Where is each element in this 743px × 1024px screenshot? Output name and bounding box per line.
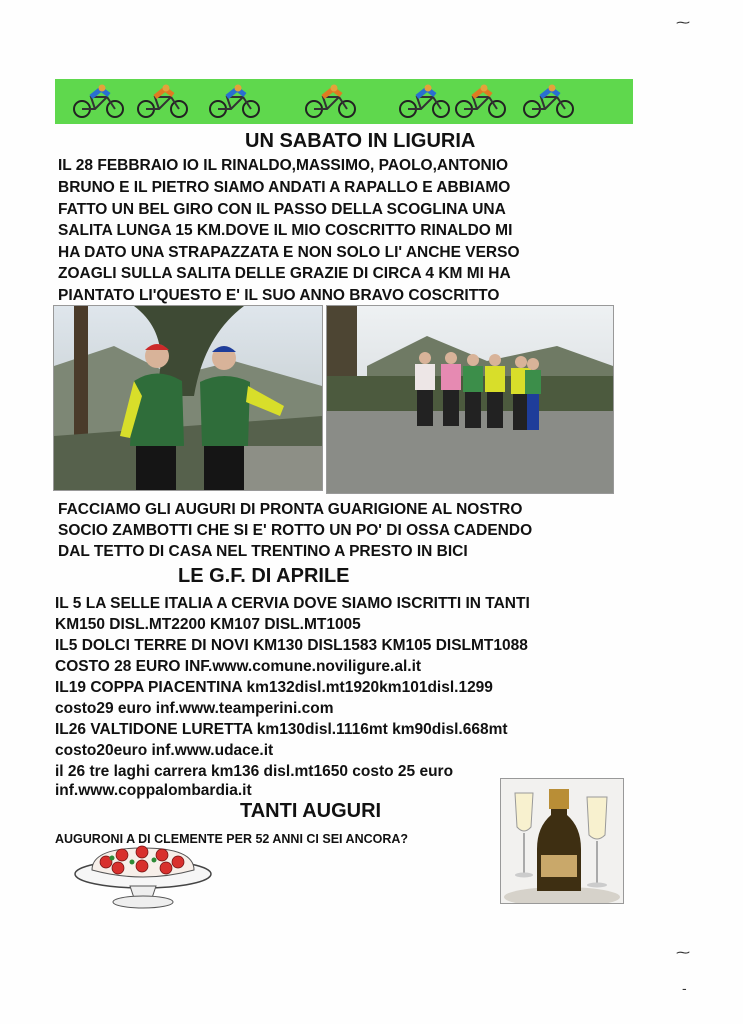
text-line: IL26 VALTIDONE LURETTA km130disl.1116mt km90disl.668mt (55, 721, 508, 738)
text-line: IL 5 LA SELLE ITALIA A CERVIA DOVE SIAMO ISCRITTI IN TANTI (55, 595, 530, 612)
section-title-gf-aprile: LE G.F. DI APRILE (178, 565, 350, 587)
text-line: SALITA LUNGA 15 KM.DOVE IL MIO COSCRITTO RINALDO MI (58, 222, 513, 239)
champagne-image (500, 778, 624, 904)
text-line: FATTO UN BEL GIRO CON IL PASSO DELLA SCOGLINA UNA (58, 201, 506, 218)
cyclist-icon (207, 83, 263, 119)
photo-group-cyclists (326, 305, 614, 494)
text-line: il 26 tre laghi carrera km136 disl.mt1650 costo 25 euro (55, 763, 454, 780)
cyclist-banner (55, 79, 633, 124)
text-line: inf.www.coppalombardia.it (55, 782, 252, 799)
photo-two-cyclists (53, 305, 323, 491)
text-line: IL19 COPPA PIACENTINA km132disl.mt1920km101disl.1299 (55, 679, 493, 696)
cake-image (72, 840, 214, 912)
scan-mark: ⁓ (676, 14, 690, 30)
text-line: costo29 euro inf.www.teamperini.com (55, 700, 334, 717)
cyclist-icon (135, 83, 191, 119)
text-line: BRUNO E IL PIETRO SIAMO ANDATI A RAPALLO E ABBIAMO (58, 179, 511, 196)
cyclist-icon (71, 83, 127, 119)
text-line: costo20euro inf.www.udace.it (55, 742, 274, 759)
birthday-greeting: AUGURONI A DI CLEMENTE PER 52 ANNI CI SEI ANCORA? (55, 832, 409, 846)
scan-mark: - (682, 980, 687, 996)
section-title-tanti-auguri: TANTI AUGURI (240, 800, 382, 822)
text-line: PIANTATO LI'QUESTO E' IL SUO ANNO BRAVO COSCRITTO (58, 287, 500, 304)
text-line: HA DATO UNA STRAPAZZATA E NON SOLO LI' ANCHE VERSO (58, 244, 520, 261)
text-line: IL5 DOLCI TERRE DI NOVI KM130 DISL1583 KM105 DISLMT1088 (55, 637, 528, 654)
cyclist-icon (453, 83, 509, 119)
text-line: DAL TETTO DI CASA NEL TRENTINO A PRESTO IN BICI (58, 543, 468, 560)
cyclist-icon (303, 83, 359, 119)
text-line: IL 28 FEBBRAIO IO IL RINALDO,MASSIMO, PAOLO,ANTONIO (58, 157, 509, 174)
text-line: SOCIO ZAMBOTTI CHE SI E' ROTTO UN PO' DI OSSA CADENDO (58, 522, 533, 539)
cyclist-icon (397, 83, 453, 119)
scan-mark: ⁓ (676, 944, 690, 960)
text-line: KM150 DISL.MT2200 KM107 DISL.MT1005 (55, 616, 361, 633)
text-line: COSTO 28 EURO INF.www.comune.noviligure.al.it (55, 658, 422, 675)
section-title-liguria: UN SABATO IN LIGURIA (245, 130, 476, 152)
text-line: ZOAGLI SULLA SALITA DELLE GRAZIE DI CIRCA 4 KM MI HA (58, 265, 511, 282)
text-line: FACCIAMO GLI AUGURI DI PRONTA GUARIGIONE AL NOSTRO (58, 501, 523, 518)
cyclist-icon (521, 83, 577, 119)
